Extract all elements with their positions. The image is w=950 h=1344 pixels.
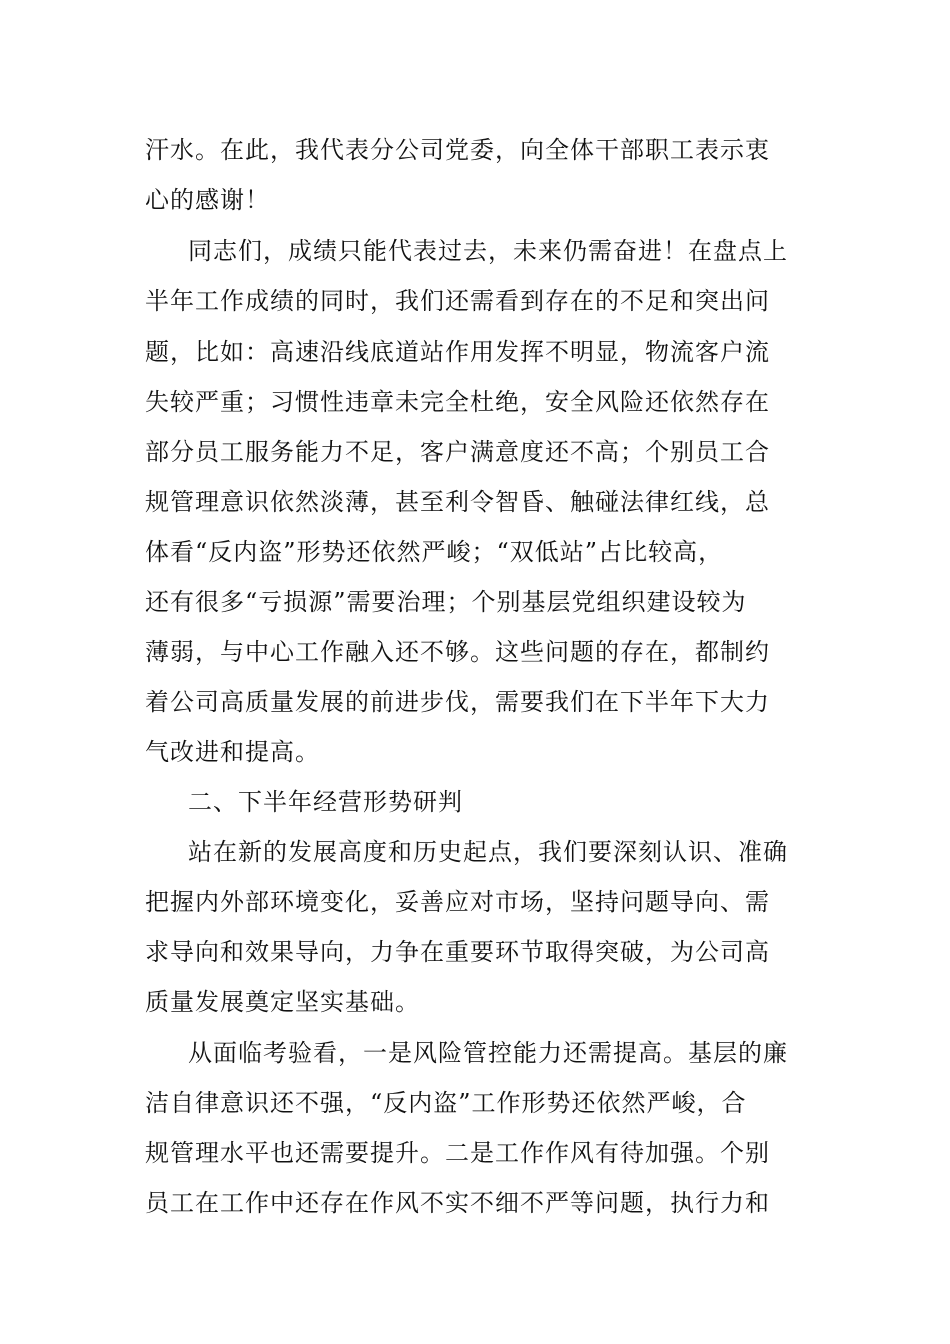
- text-line: 体看“反内盗”形势还依然严峻；“双低站”占比较高，: [145, 538, 724, 566]
- text-line: 洁自律意识还不强，“反内盗”工作形势还依然严峻，合: [145, 1089, 747, 1117]
- text-line: 着公司高质量发展的前进步伐，需要我们在下半年下大力: [145, 688, 770, 716]
- paragraph-start-line: 站在新的发展高度和历史起点，我们要深刻认识、准确: [188, 838, 788, 866]
- text-line: 气改进和提高。: [145, 738, 320, 766]
- text-line: 规管理水平也还需要提升。二是工作作风有待加强。个别: [145, 1139, 770, 1167]
- paragraph-start-line: 从面临考验看，一是风险管控能力还需提高。基层的廉: [188, 1039, 788, 1067]
- text-line: 失较严重；习惯性违章未完全杜绝，安全风险还依然存在: [145, 388, 770, 416]
- text-line: 部分员工服务能力不足，客户满意度还不高；个别员工合: [145, 438, 770, 466]
- section-heading: 二、下半年经营形势研判: [188, 788, 463, 816]
- text-line: 求导向和效果导向，力争在重要环节取得突破，为公司高: [145, 938, 770, 966]
- text-line: 薄弱，与中心工作融入还不够。这些问题的存在，都制约: [145, 638, 770, 666]
- text-line: 心的感谢！: [145, 186, 270, 214]
- text-line: 质量发展奠定坚实基础。: [145, 988, 420, 1016]
- text-line: 还有很多“亏损源”需要治理；个别基层党组织建设较为: [145, 588, 747, 616]
- text-line: 员工在工作中还存在作风不实不细不严等问题，执行力和: [145, 1189, 770, 1217]
- text-line: 半年工作成绩的同时，我们还需看到存在的不足和突出问: [145, 287, 770, 315]
- paragraph-start-line: 同志们，成绩只能代表过去，未来仍需奋进！在盘点上: [188, 237, 788, 265]
- text-line: 把握内外部环境变化，妥善应对市场，坚持问题导向、需: [145, 888, 770, 916]
- text-line: 汗水。在此，我代表分公司党委，向全体干部职工表示衷: [145, 136, 770, 164]
- text-line: 规管理意识依然淡薄，甚至利令智昏、触碰法律红线，总: [145, 488, 770, 516]
- text-line: 题，比如：高速沿线底道站作用发挥不明显，物流客户流: [145, 338, 770, 366]
